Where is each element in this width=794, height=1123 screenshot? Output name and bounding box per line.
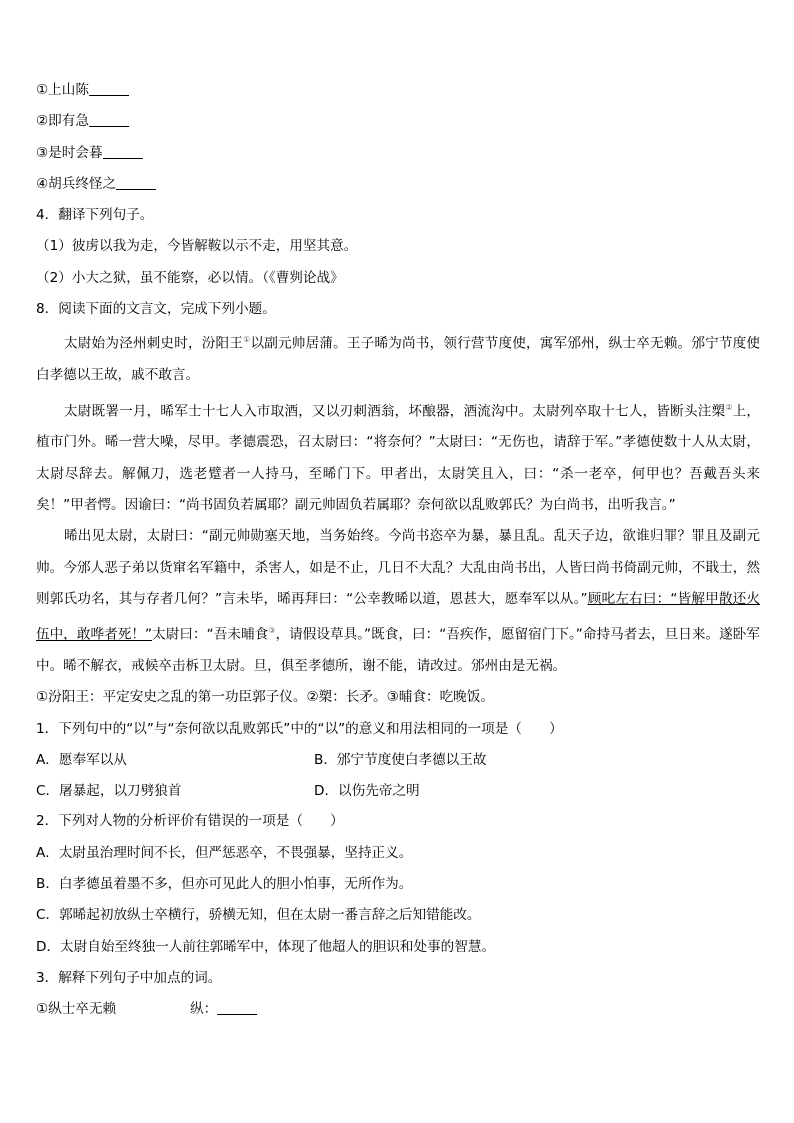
option-d[interactable]: D．太尉自始至终独一人前往郭晞军中，体现了他超人的胆识和处事的智慧。 [36,938,496,955]
option-b[interactable]: B．白孝德虽着墨不多，但亦可见此人的胆小怕事，无所作为。 [36,876,413,893]
question-3-heading: 3．解释下列句子中加点的词。 [36,969,222,986]
mc-question-2: 2．下列对人物的分析评价有错误的一项是（ ） [36,813,344,830]
answer-blank[interactable] [89,81,129,96]
fill-item-4: ④胡兵终怪之 [36,174,760,194]
passage-notes: ①汾阳王：平定安史之乱的第一功臣郭子仪。②槊：长矛。③晡食：吃晚饭。 [36,689,494,706]
fill-item-3: ③是时会暮 [36,143,760,163]
option-c[interactable]: C．郭晞起初放纵士卒横行，骄横无知，但在太尉一番言辞之后知错能改。 [36,907,481,924]
passage-paragraph-1: 太尉始为泾州刺史时，汾阳王①以副元帅居蒲。王子晞为尚书，领行营节度使，寓军邠州，纵士卒无赖。邠宁节度使白孝德以王故，戚不敢言。 [36,335,761,384]
footnote-marker: ① [243,335,251,345]
option-c[interactable]: C．屠暴起，以刀劈狼首 [36,783,182,800]
option-a[interactable]: A．太尉虽治理时间不长，但严惩恶卒，不畏强暴，坚持正义。 [36,844,413,861]
question-4-sentence-1: （1）彼虏以我为走，今皆解鞍以示不走，用坚其意。 [36,238,358,255]
underlined-sentence: 顾叱左右曰：“皆解甲散还火伍中，敢哗者死！” [36,590,760,643]
answer-blank[interactable] [217,1000,257,1015]
passage-paragraph-3: 晞出见太尉，太尉曰：“副元帅勋塞天地，当务始终。今尚书恣卒为暴，暴且乱。乱天子边，欲谁归罪？罪且及副元帅。今邠人恶子弟以货窜名军籍中，杀害人，如是不止，几日不大乱？大乱由尚书出，人皆曰尚书倚副元帅，不戢士，然则郭氏功名，其与存者几何？”言未毕，晞再拜曰：“公幸教晞以道，恩甚大，愿奉军以从。”顾叱左右曰：“皆解甲散还火伍中，敢哗者死！”太尉曰：“吾未晡食③，请假设草具。”既食，曰：“吾疾作，愿留宿门下。”命持马者去，旦日来。遂卧军中。晞不解衣，戒候卒击柝卫太尉。旦，俱至孝德所，谢不能，请改过。邠州由是无祸。 [36,528,761,674]
fill-item-2: ②即有急 [36,111,760,131]
option-b[interactable]: B．邠宁节度使白孝德以王故 [314,751,487,768]
explain-item-1: ①纵士卒无赖 纵： [36,999,760,1019]
option-a[interactable]: A．愿奉军以从 [36,751,127,768]
question-4-sentence-2: （2）小大之狱，虽不能察，必以情。（《曹刿论战》 [36,269,344,286]
fill-item-1: ①上山陈 [36,80,760,100]
mc-question-1: 1．下列句中的“以”与“奈何欲以乱败郭氏”中的“以”的意义和用法相同的一项是（ ） [36,720,563,737]
answer-blank[interactable] [103,144,143,159]
footnote-marker: ② [725,402,733,412]
question-8-heading: 8．阅读下面的文言文，完成下列小题。 [36,301,276,318]
passage-paragraph-2: 太尉既署一月，晞军士十七人入市取酒，又以刃刺酒翁，坏酿器，酒流沟中。太尉列卒取十七人，皆断头注槊②上，植市门外。晞一营大噪，尽甲。孝德震恐，召太尉曰：“将奈何？”太尉曰：“无伤也，请辞于军。”孝德使数十人从太尉，太尉尽辞去。解佩刀，选老躄者一人持马，至晞门下。甲者出，太尉笑且入，曰：“杀一老卒，何甲也？吾戴吾头来矣！”甲者愕。因谕曰：“尚书固负若属耶？副元帅固负若属耶？奈何欲以乱败郭氏？为白尚书，出听我言。” [36,402,761,513]
mc-1-options-row-2 [36,781,760,801]
question-4-heading: 4．翻译下列句子。 [36,207,154,224]
answer-blank[interactable] [116,175,156,190]
footnote-marker: ③ [268,626,276,636]
mc-1-options-row-1 [36,750,760,770]
document-page [36,80,760,1031]
answer-blank[interactable] [89,112,129,127]
option-d[interactable]: D．以伤先帝之明 [314,783,420,800]
